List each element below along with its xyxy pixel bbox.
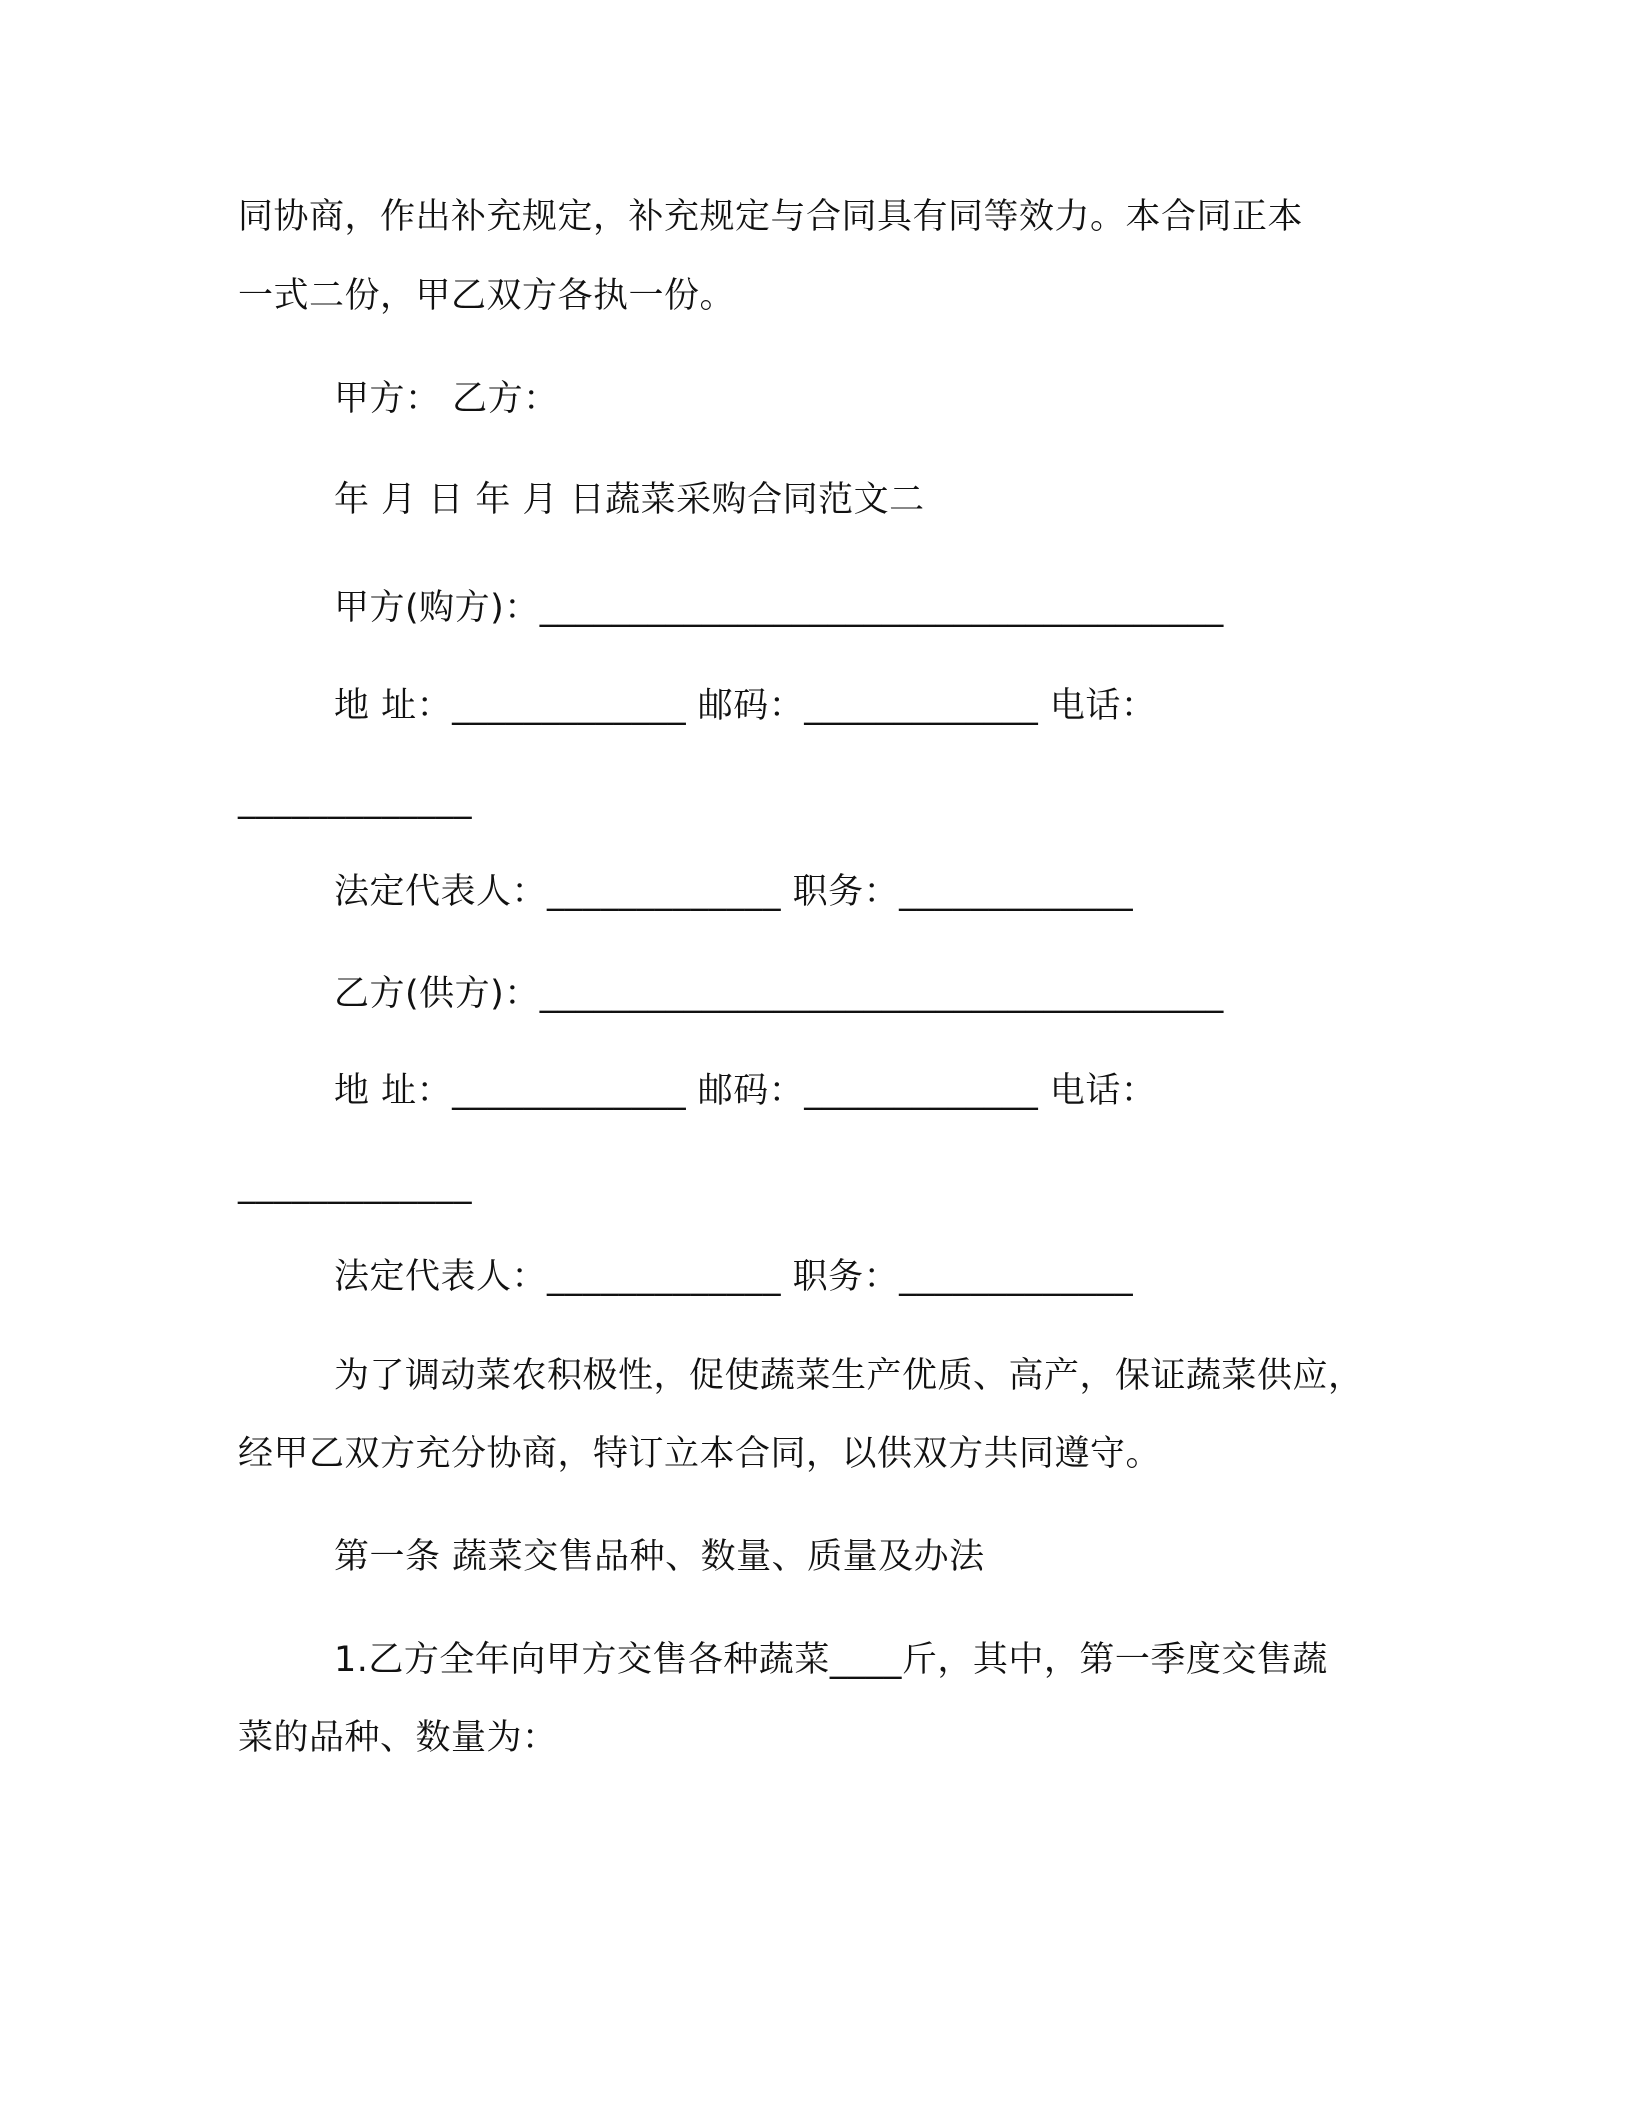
article-heading: 第一条 蔬菜交售品种、数量、质量及办法 — [334, 1537, 985, 1577]
clause-text-line: 菜的品种、数量为： — [238, 1718, 558, 1758]
buyer-representative-field: 法定代表人：_____________ 职务：_____________ — [334, 872, 1134, 912]
party-labels: 甲方： 乙方： — [334, 379, 559, 419]
purpose-paragraph-line: 为了调动菜农积极性，促使蔬菜生产优质、高产，保证蔬菜供应， — [334, 1356, 1364, 1396]
buyer-address-field: 地 址：_____________ 邮码：_____________ 电话： — [334, 686, 1157, 726]
clause-text-line: 1.乙方全年向甲方交售各种蔬菜____斤，其中，第一季度交售蔬 — [334, 1640, 1328, 1680]
purpose-paragraph-line: 经甲乙双方充分协商，特订立本合同，以供双方共同遵守。 — [238, 1434, 1162, 1474]
seller-address-field: 地 址：_____________ 邮码：_____________ 电话： — [334, 1071, 1157, 1111]
seller-representative-field: 法定代表人：_____________ 职务：_____________ — [334, 1257, 1134, 1297]
body-text-line: 同协商，作出补充规定，补充规定与合同具有同等效力。本合同正本 — [238, 197, 1304, 237]
seller-phone-blank: _____________ — [238, 1165, 472, 1205]
seller-name-field: 乙方(供方)：______________________________________ — [334, 974, 1224, 1014]
buyer-phone-blank: _____________ — [238, 780, 472, 820]
buyer-name-field: 甲方(购方)：______________________________________ — [334, 588, 1224, 628]
body-text-line: 一式二份，甲乙双方各执一份。 — [238, 276, 736, 316]
date-and-title-line: 年 月 日 年 月 日蔬菜采购合同范文二 — [334, 480, 925, 520]
